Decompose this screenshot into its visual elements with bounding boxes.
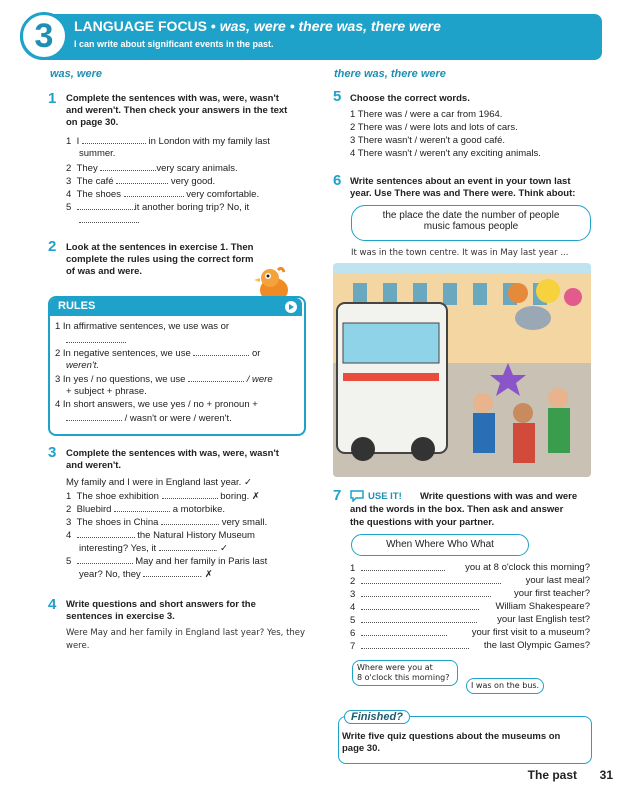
exercise-5-item: 1 There was / were a car from 1964. bbox=[350, 109, 503, 120]
exercise-7-instructions: and the words in the box. Then ask and answer bbox=[350, 504, 564, 515]
exercise-7-instructions: Write questions with was and were bbox=[420, 491, 578, 502]
exercise-1-item: summer. bbox=[79, 148, 116, 159]
answer-blank[interactable] bbox=[361, 614, 477, 623]
question-word-box: When Where Who What bbox=[351, 534, 529, 556]
answer-blank[interactable] bbox=[100, 162, 156, 171]
answer-blank[interactable] bbox=[114, 503, 170, 512]
exercise-3-item: 1 The shoe exhibition boring. ✗ bbox=[66, 491, 260, 502]
exercise-number: 3 bbox=[48, 444, 57, 461]
exercise-7-item: 3 your first teacher? bbox=[350, 588, 590, 600]
answer-blank[interactable] bbox=[361, 575, 501, 584]
answer-blank[interactable] bbox=[77, 201, 135, 210]
exercise-7-instructions: the questions with your partner. bbox=[350, 517, 495, 528]
answer-blank[interactable] bbox=[66, 412, 122, 421]
answer-blank[interactable] bbox=[361, 562, 445, 571]
answer-blank[interactable] bbox=[161, 516, 219, 525]
answer-blank[interactable] bbox=[193, 347, 249, 356]
answer-blank[interactable] bbox=[361, 627, 447, 636]
answer-blank[interactable] bbox=[79, 214, 137, 223]
answer-blank[interactable] bbox=[82, 135, 146, 144]
exercise-3-item: year? No, they . ✗ bbox=[79, 569, 213, 580]
chapter-title: The past bbox=[527, 768, 577, 782]
exercise-number: 7 bbox=[333, 487, 342, 504]
word-box: the place the date the number of people music famous people bbox=[351, 205, 591, 241]
finished-label: Finished? bbox=[344, 710, 410, 724]
exercise-1-item: 5 it another boring trip? No, it bbox=[66, 202, 250, 213]
unit-number-badge: 3 bbox=[20, 12, 68, 60]
exercise-number: 6 bbox=[333, 172, 342, 189]
exercise-1-instructions: Complete the sentences with was, were, wasn't and weren't. Then check your answers in the text on page 30. bbox=[66, 93, 288, 128]
exercise-7-item: 4 William Shakespeare? bbox=[350, 601, 590, 613]
exercise-7-item: 1 you at 8 o'clock this morning? bbox=[350, 562, 590, 574]
answer-blank[interactable] bbox=[77, 529, 135, 538]
exercise-4-instructions: Write questions and short answers for the sentences in exercise 3. bbox=[66, 599, 256, 622]
use-it-label: USE IT! bbox=[368, 491, 402, 502]
handwritten-example: were. bbox=[66, 641, 90, 651]
exercise-number: 2 bbox=[48, 238, 57, 255]
exercise-5-instructions: Choose the correct words. bbox=[350, 93, 470, 104]
speech-bubble-answer: I was on the bus. bbox=[466, 678, 544, 694]
exercise-6-instructions: Write sentences about an event in your town last year. Use There was and There were. Think about: bbox=[350, 176, 576, 199]
speech-bubble-icon bbox=[349, 489, 365, 502]
section-heading-was-were: was, were bbox=[50, 68, 102, 80]
handwritten-example: It was in the town centre. It was in May last year ... bbox=[351, 248, 569, 258]
exercise-5-item: 2 There was / were lots and lots of cars. bbox=[350, 122, 518, 133]
answer-blank[interactable] bbox=[188, 373, 244, 382]
rule-line: 1 In affirmative sentences, we use was or bbox=[55, 321, 230, 332]
rule-line: 4 In short answers, we use yes / no + pronoun + bbox=[55, 399, 258, 410]
exercise-1-item: 3 The café very good. bbox=[66, 176, 216, 187]
exercise-5-item: 3 There wasn't / weren't a good café. bbox=[350, 135, 506, 146]
street-parade-illustration bbox=[333, 263, 591, 477]
rule-line: 3 In yes / no questions, we use / were bbox=[55, 374, 273, 385]
rule-line: / wasn't or were / weren't. bbox=[66, 412, 232, 424]
exercise-number: 5 bbox=[333, 88, 342, 105]
exercise-1-item: 2 They very scary animals. bbox=[66, 163, 238, 174]
lesson-subtitle: I can write about significant events in the past. bbox=[74, 39, 274, 49]
exercise-3-item: 3 The shoes in China very small. bbox=[66, 517, 268, 528]
exercise-3-item: 4 the Natural History Museum bbox=[66, 530, 255, 541]
exercise-7-item: 6 your first visit to a museum? bbox=[350, 627, 590, 639]
answer-blank[interactable] bbox=[361, 640, 469, 649]
exercise-7-item: 7 the last Olympic Games? bbox=[350, 640, 590, 652]
exercise-3-item: 2 Bluebird a motorbike. bbox=[66, 504, 225, 515]
answer-blank[interactable] bbox=[124, 188, 184, 197]
exercise-number: 1 bbox=[48, 90, 57, 107]
exercise-3-item: interesting? Yes, it . ✓ bbox=[79, 543, 228, 554]
answer-blank[interactable] bbox=[162, 490, 218, 499]
exercise-3-example: My family and I were in England last year. ✓ bbox=[66, 477, 252, 488]
answer-blank[interactable] bbox=[77, 555, 133, 564]
exercise-number: 4 bbox=[48, 596, 57, 613]
page-number: 31 bbox=[599, 768, 613, 782]
exercise-2-instructions: Look at the sentences in exercise 1. Then complete the rules using the correct form of was and were. bbox=[66, 242, 254, 277]
answer-blank[interactable] bbox=[66, 334, 124, 343]
finished-instructions: Write five quiz questions about the museums on page 30. bbox=[342, 731, 561, 754]
answer-blank[interactable] bbox=[116, 175, 168, 184]
exercise-1-item: 4 The shoes very comfortable. bbox=[66, 189, 260, 200]
rule-line: 2 In negative sentences, we use or bbox=[55, 348, 261, 359]
section-heading-there-was: there was, there were bbox=[334, 68, 446, 80]
answer-blank[interactable] bbox=[159, 542, 215, 551]
lesson-title: LANGUAGE FOCUS • was, were • there was, there were bbox=[74, 18, 441, 34]
exercise-3-instructions: Complete the sentences with was, were, wasn't and weren't. bbox=[66, 448, 279, 471]
answer-blank[interactable] bbox=[361, 601, 479, 610]
exercise-1-item: 1 I in London with my family last bbox=[66, 136, 270, 147]
rule-line: weren't. bbox=[66, 360, 99, 371]
handwritten-example: Were May and her family in England last year? Yes, they bbox=[66, 628, 306, 638]
exercise-3-item: 5 May and her family in Paris last bbox=[66, 556, 268, 567]
exercise-5-item: 4 There wasn't / weren't any exciting animals. bbox=[350, 148, 541, 159]
rule-line: + subject + phrase. bbox=[66, 386, 147, 397]
exercise-7-item: 2 your last meal? bbox=[350, 575, 590, 587]
answer-blank[interactable] bbox=[361, 588, 491, 597]
play-icon[interactable] bbox=[284, 300, 298, 314]
answer-blank[interactable] bbox=[143, 568, 199, 577]
speech-bubble-question: Where were you at 8 o'clock this morning? bbox=[352, 660, 458, 686]
exercise-7-item: 5 your last English test? bbox=[350, 614, 590, 626]
rules-label: RULES bbox=[58, 300, 96, 312]
